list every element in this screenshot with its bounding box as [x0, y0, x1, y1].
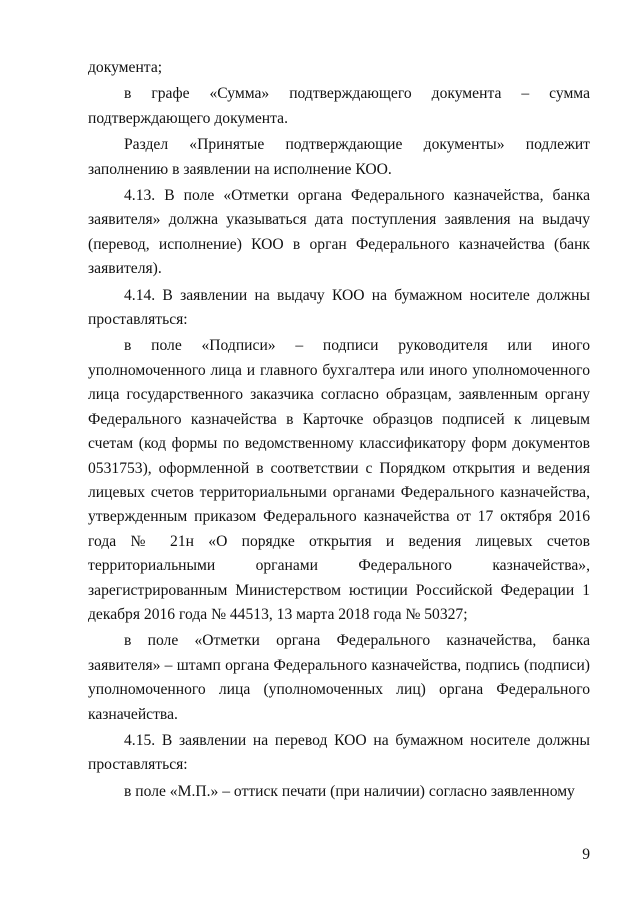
paragraph-3: Раздел «Принятые подтверждающие документы» подлежит заполнению в заявлении на исполнение КОО.	[88, 136, 590, 178]
paragraph-7: в поле «Отметки органа Федерального казначейства, банка заявителя» – штамп органа Федерального казначейства, подпись (подписи) уполномоченного лица (уполномоченных лиц) органа Федерального казначейства.	[88, 632, 590, 723]
paragraph-8: 4.15. В заявлении на перевод КОО на бумажном носителе должны проставляться:	[88, 731, 590, 774]
paragraph-4: 4.13. В поле «Отметки органа Федерального казначейства, банка заявителя» должна указываться дата поступления заявления на выдачу (перевод, исполнение) КОО в орган Федерального казначейства (банк заявителя).	[88, 187, 590, 278]
paragraph-2: в графе «Сумма» подтверждающего документа – сумма подтверждающего документа.	[88, 85, 590, 127]
document-body	[88, 56, 590, 804]
paragraph-1: документа;	[88, 59, 163, 76]
page-number: 9	[582, 846, 590, 863]
paragraph-6: в поле «Подписи» – подписи руководителя или иного уполномоченного лица и главного бухгалтера или иного уполномоченного лица государственного заказчика согласно образцам, заявленным органу Федерального казначейства в Карточке образцов подписей к лицевым счетам (код формы по ведомственному классификатору форм документов 0531753), оформленной в соответствии с Порядком открытия и ведения лицевых счетов территориальными органами Федерального казначейства, утвержденным приказом Федерального казначейства от 17 октября 2016 года № 21н «О порядке открытия и ведения лицевых счетов территориальными органами Федерального казначейства», зарегистрированным Министерством юстиции Российской Федерации 1 декабря 2016 года № 44513, 13 марта 2018 года № 50327;	[88, 337, 590, 623]
paragraph-5: 4.14. В заявлении на выдачу КОО на бумажном носителе должны проставляться:	[88, 286, 590, 329]
paragraph-9: в поле «М.П.» – оттиск печати (при наличии) согласно заявленному	[124, 782, 575, 800]
